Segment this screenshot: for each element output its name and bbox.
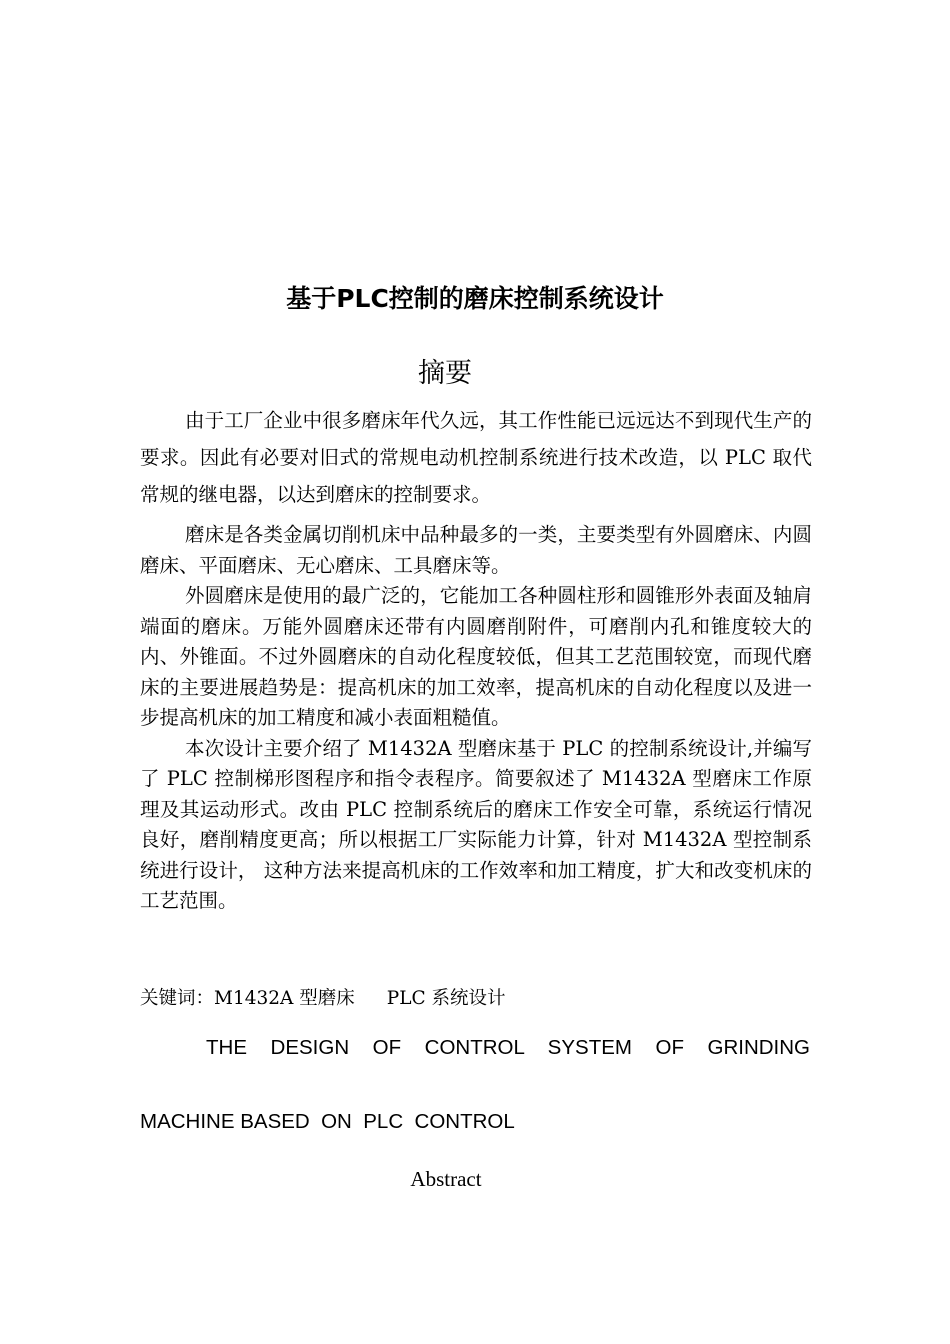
english-title-line-2: MACHINE BASED ON PLC CONTROL [140,1110,515,1133]
english-title-line-1: THE DESIGN OF CONTROL SYSTEM OF GRINDING [206,1036,810,1059]
chinese-abstract-heading: 摘要 [418,358,472,389]
abstract-paragraph-2: 磨床是各类金属切削机床中品种最多的一类，主要类型有外圆磨床、内圆磨床、平面磨床、无心磨床、工具磨床等。 [140,523,812,577]
keywords-label: 关键词： [140,988,215,1009]
keyword-2: PLC 系统设计 [386,988,506,1009]
keywords-line [140,986,506,1012]
abstract-paragraph-group-1 [140,402,812,513]
keyword-1: M1432A 型磨床 [214,988,355,1009]
chinese-title: 基于PLC控制的磨床控制系统设计 [286,284,664,313]
abstract-paragraph-3: 外圆磨床是使用的最广泛的，它能加工各种圆柱形和圆锥形外表面及轴肩端面的磨床。万能外圆磨床还带有内圆磨削附件，可磨削内孔和锥度较大的内、外锥面。不过外圆磨床的自动化程度较低，但其工艺范围较宽，而现代磨床的主要进展趋势是：提高机床的加工效率，提高机床的自动化程度以及进一步提高机床的加工精度和减小表面粗糙值。 [140,584,812,729]
abstract-paragraph-4: 本次设计主要介绍了 M1432A 型磨床基于 PLC 的控制系统设计,并编写了 PLC 控制梯形图程序和指令表程序。简要叙述了 M1432A 型磨床工作原理及其运动形式。改由 PLC 控制系统后的磨床工作安全可靠，系统运行情况良好，磨削精度更高；所以根据工厂实际能力计算，针对 M1432A 型控制系统进行设计， 这种方法来提高机床的工作效率和加工精度，扩大和改变机床的工艺范围。 [140,736,812,912]
abstract-paragraph-group-2 [140,520,812,917]
abstract-paragraph-1: 由于工厂企业中很多磨床年代久远，其工作性能已远远达不到现代生产的要求。因此有必要对旧式的常规电动机控制系统进行技术改造，以 PLC 取代常规的继电器，以达到磨床的控制要求。 [140,409,812,506]
english-abstract-heading: Abstract [410,1167,482,1191]
